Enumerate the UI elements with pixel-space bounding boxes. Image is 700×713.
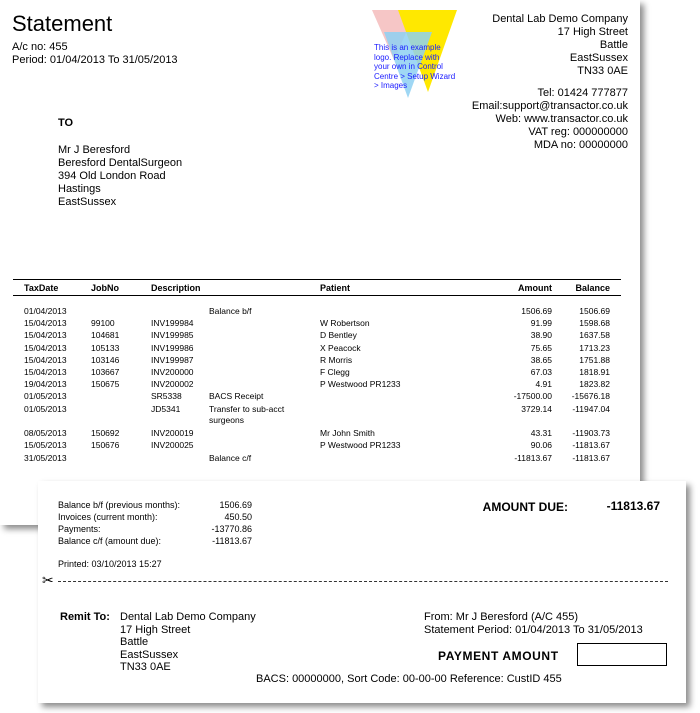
cell-job: 105133	[91, 342, 120, 353]
company-email: Email:support@transactor.co.uk	[471, 100, 628, 112]
table-row	[0, 318, 640, 330]
from-block	[424, 611, 643, 637]
cell-balance: 1751.88	[579, 354, 610, 365]
cell-balance: -11903.73	[572, 428, 610, 439]
cell-date: 15/05/2013	[24, 440, 67, 451]
cell-ref: JD5341	[151, 403, 181, 414]
cell-balance: -11813.67	[572, 452, 610, 463]
cell-ref: INV199986	[151, 342, 194, 353]
cell-date: 01/05/2013	[24, 391, 67, 402]
company-mda: MDA no: 00000000	[533, 139, 628, 151]
cell-balance: 1506.69	[579, 306, 610, 316]
remit-line: Dental Lab Demo Company	[120, 611, 256, 623]
cell-amount: -17500.00	[513, 391, 552, 402]
table-row	[0, 428, 640, 440]
company-name: Dental Lab Demo Company	[492, 13, 628, 25]
col-header-patient: Patient	[320, 283, 351, 293]
table-row	[0, 355, 640, 367]
cell-patient: Mr John Smith	[320, 428, 375, 439]
from-period: Statement Period: 01/04/2013 To 31/05/2013	[424, 624, 643, 636]
col-header-balance: Balance	[575, 283, 610, 293]
scissors-icon: ✂	[42, 572, 54, 588]
cell-job: 103667	[91, 367, 120, 377]
cell-amount: 90.06	[530, 440, 552, 451]
company-street: 17 High Street	[557, 26, 628, 38]
cell-patient: R Morris	[320, 354, 353, 365]
summary-label: Payments:	[58, 524, 101, 534]
cell-ref: INV200025	[151, 440, 194, 451]
company-vat: VAT reg: 000000000	[528, 126, 628, 138]
cell-date: 15/04/2013	[24, 367, 67, 377]
cell-job: 150692	[91, 428, 120, 439]
bacs-details: BACS: 00000000, Sort Code: 00-00-00 Reference: CustID 455	[256, 673, 562, 685]
recipient-line: Hastings	[58, 183, 101, 195]
remit-to-label: Remit To:	[60, 611, 110, 623]
table-top-rule	[13, 279, 621, 280]
cell-amount: 75.65	[530, 342, 552, 353]
cell-date: 15/04/2013	[24, 354, 67, 365]
cell-desc: Balance b/f	[209, 306, 252, 316]
cell-date: 31/05/2013	[24, 452, 67, 463]
cell-balance: 1818.91	[579, 367, 610, 377]
cell-ref: INV200019	[151, 428, 194, 439]
col-header-description: Description	[151, 283, 201, 293]
cell-ref: INV200002	[151, 379, 194, 390]
table-row	[0, 391, 640, 403]
cell-desc-continued: surgeons	[209, 414, 244, 425]
statement-period: Period: 01/04/2013 To 31/05/2013	[12, 54, 178, 66]
cell-date: 01/05/2013	[24, 403, 67, 414]
table-row	[0, 379, 640, 391]
to-label: TO	[58, 117, 74, 129]
company-tel: Tel: 01424 777877	[537, 87, 628, 99]
summary-label: Balance c/f (amount due):	[58, 536, 162, 546]
cell-amount: -11813.67	[514, 452, 552, 463]
recipient-line: EastSussex	[58, 196, 117, 208]
remit-line: EastSussex	[120, 648, 179, 661]
cell-balance: -11813.67	[572, 440, 610, 451]
cell-balance: -15676.18	[571, 391, 610, 402]
printed-date: Printed: 03/10/2013 15:27	[58, 559, 162, 569]
remit-address	[120, 611, 256, 674]
cut-line	[58, 581, 668, 582]
cell-balance: 1598.68	[579, 318, 610, 329]
cell-patient: W Robertson	[320, 318, 370, 329]
cell-date: 15/04/2013	[24, 342, 67, 353]
account-number: A/c no: 455	[12, 41, 68, 53]
cell-patient: F Clegg	[320, 367, 350, 377]
cell-ref: INV199987	[151, 354, 194, 365]
col-header-job: JobNo	[91, 283, 119, 293]
recipient-line: Beresford DentalSurgeon	[58, 157, 183, 169]
table-row	[0, 330, 640, 342]
remit-line: 17 High Street	[120, 623, 191, 636]
cell-amount: 38.90	[530, 330, 552, 341]
summary-value: 450.50	[224, 512, 252, 522]
company-contact	[472, 87, 628, 152]
summary-label: Balance b/f (previous months):	[58, 500, 181, 510]
cell-job: 104681	[91, 330, 120, 341]
cell-date: 19/04/2013	[24, 379, 67, 390]
logo-placeholder-text: This is an example logo. Replace with your own in Control Centre > Setup Wizard > Images	[374, 43, 456, 90]
cell-date: 08/05/2013	[24, 428, 67, 439]
table-row	[0, 440, 640, 452]
cell-ref: INV199984	[151, 318, 194, 329]
amount-due-value: -11813.67	[606, 499, 660, 513]
cell-ref: INV200000	[151, 367, 194, 377]
cell-balance: -11947.04	[572, 403, 610, 414]
cell-job: 103146	[91, 354, 120, 365]
summary-label: Invoices (current month):	[58, 512, 158, 522]
company-town: Battle	[599, 39, 628, 51]
cell-balance: 1637.58	[579, 330, 610, 341]
cell-date: 15/04/2013	[24, 318, 67, 329]
company-web: Web: www.transactor.co.uk	[495, 113, 628, 125]
cell-amount: 67.03	[530, 367, 552, 377]
cell-patient: D Bentley	[320, 330, 357, 341]
recipient-address	[58, 144, 182, 209]
cell-patient: X Peacock	[320, 342, 361, 353]
cell-amount: 43.31	[530, 428, 552, 439]
company-county: EastSussex	[569, 52, 628, 64]
cell-amount: 38.65	[530, 354, 552, 365]
cell-balance: 1713.23	[579, 342, 610, 353]
cell-amount: 1506.69	[521, 306, 552, 316]
table-header-rule	[13, 295, 621, 296]
cell-ref: SR5338	[151, 391, 182, 402]
cell-job: 150675	[91, 379, 120, 390]
table-row	[0, 453, 640, 465]
cell-balance: 1823.82	[579, 379, 610, 390]
summary-value: -13770.86	[211, 524, 252, 534]
remittance-page	[38, 481, 686, 703]
recipient-line: 394 Old London Road	[58, 170, 166, 182]
cell-patient: P Westwood PR1233	[320, 379, 401, 390]
table-row	[0, 367, 640, 379]
payment-amount-label: PAYMENT AMOUNT	[438, 649, 559, 663]
cell-desc: BACS Receipt	[209, 391, 264, 402]
cell-date: 01/04/2013	[24, 306, 67, 316]
table-row	[0, 306, 640, 318]
cell-amount: 91.99	[530, 318, 552, 329]
col-header-amount: Amount	[518, 283, 552, 293]
cell-job: 99100	[91, 318, 115, 329]
company-postcode: TN33 0AE	[577, 65, 628, 77]
summary-value: -11813.67	[212, 536, 252, 546]
amount-due-label: AMOUNT DUE:	[482, 500, 568, 514]
company-address	[492, 13, 628, 78]
cell-ref: INV199985	[151, 330, 194, 341]
col-header-date: TaxDate	[24, 283, 59, 293]
table-row	[0, 343, 640, 355]
cell-amount: 3729.14	[521, 403, 552, 414]
cell-date: 15/04/2013	[24, 330, 67, 341]
from-line: From: Mr J Beresford (A/C 455)	[424, 611, 579, 623]
recipient-line: Mr J Beresford	[58, 144, 131, 156]
summary-value: 1506.69	[219, 500, 252, 510]
remit-line: Battle	[120, 636, 149, 648]
table-row	[0, 403, 640, 425]
cell-patient: P Westwood PR1233	[320, 440, 401, 451]
payment-amount-box[interactable]	[577, 643, 667, 666]
page-title: Statement	[12, 11, 113, 36]
cell-amount: 4.91	[535, 379, 552, 390]
cell-desc: Balance c/f	[209, 452, 252, 463]
cell-job: 150676	[91, 440, 120, 451]
cell-desc: Transfer to sub-acct	[209, 403, 285, 414]
remit-line: TN33 0AE	[120, 661, 171, 673]
